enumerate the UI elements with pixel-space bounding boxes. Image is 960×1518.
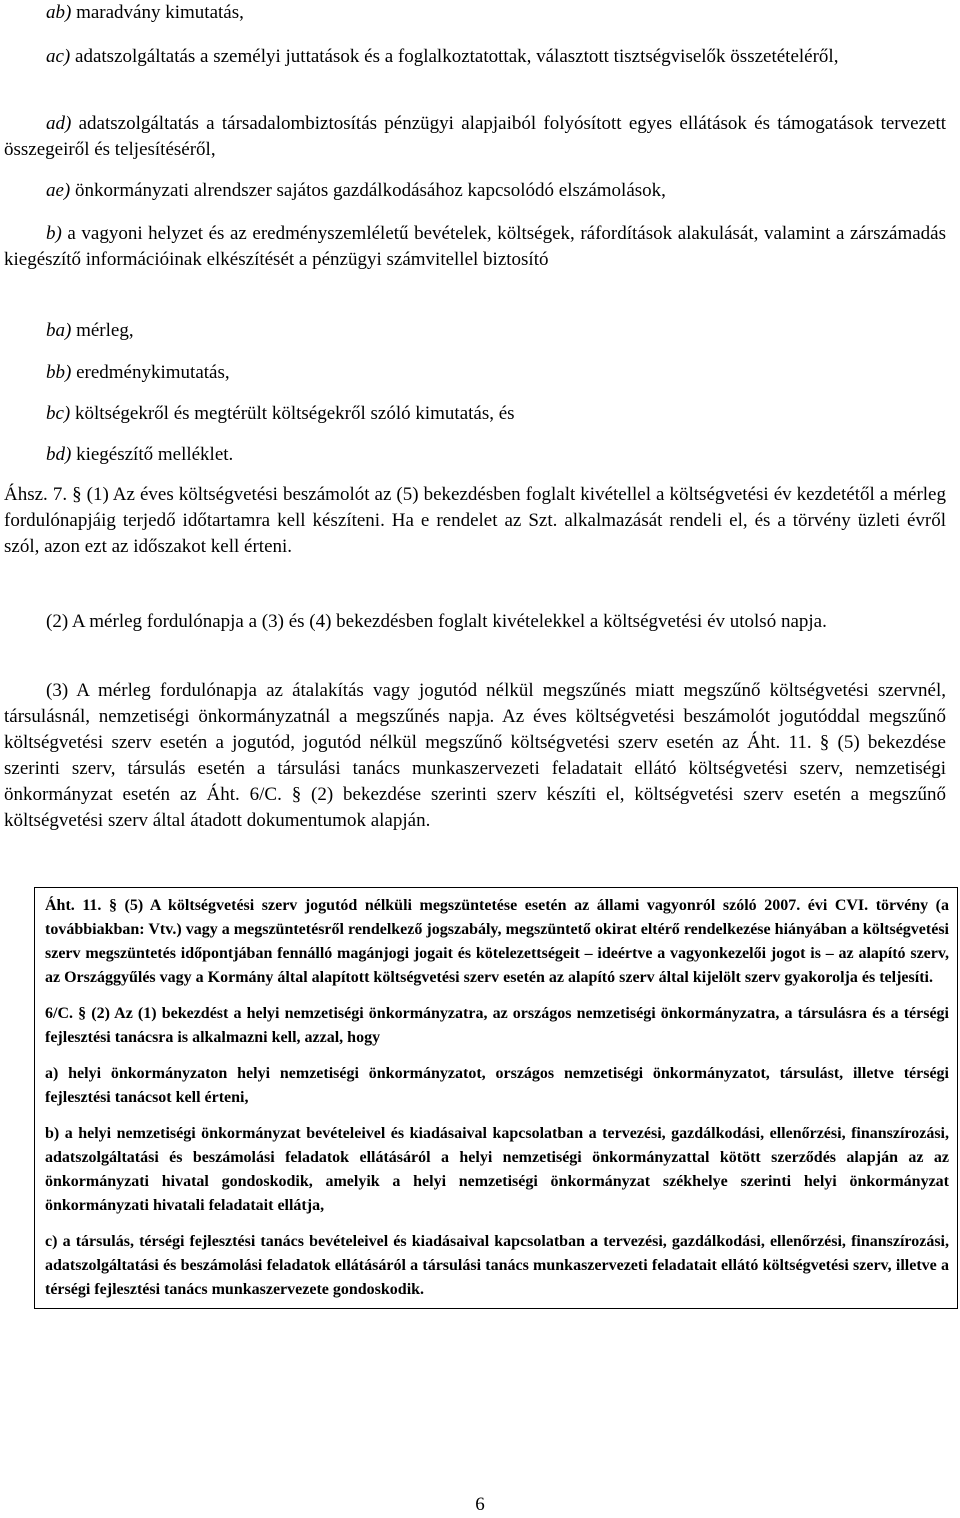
paragraph-ahsz-7-2: (2) A mérleg fordulónapja a (3) és (4) bekezdésben foglalt kivételekkel a költségvetési év utolsó napja. — [46, 611, 827, 632]
list-text: adatszolgáltatás a személyi juttatások és a foglalkoztatottak, választott tisztségviselők összetételéről, — [70, 46, 839, 67]
list-item-ae — [4, 178, 946, 204]
list-label: ad) — [46, 113, 72, 134]
list-text: kiegészítő melléklet. — [71, 444, 234, 465]
list-text: önkormányzati alrendszer sajátos gazdálkodásához kapcsolódó elszámolások, — [70, 180, 666, 201]
list-item-b — [4, 221, 946, 273]
list-item-ac — [4, 44, 946, 70]
list-label: ac) — [46, 46, 71, 67]
list-item-bd — [4, 442, 946, 468]
list-text: mérleg, — [71, 320, 134, 341]
quoted-law-box — [34, 887, 958, 1309]
list-label: ba) — [46, 320, 72, 341]
list-label: bc) — [46, 403, 71, 424]
box-paragraph-b: b) a helyi nemzetiségi önkormányzat bevételeivel és kiadásaival kapcsolatban a tervezési, gazdálkodási, ellenőrzési, finanszírozási, adatszolgáltatási és beszámolási feladatok ellátásáról a helyi nemzetiségi önkormányzattal kötött szerződés alapján az az önkormányzati hivatal gondoskodik, amelyik a helyi nemzetiségi önkormányzat székhelye szerinti helyi önkormányzat önkormányzati hivatali feladatait ellátja, — [45, 1125, 949, 1214]
box-paragraph-a: a) helyi önkormányzaton helyi nemzetiségi önkormányzatot, országos nemzetiségi önkormányzatot, társulást, illetve térségi fejlesztési tanácsot kell érteni, — [45, 1065, 949, 1106]
list-text: adatszolgáltatás a társadalombiztosítás pénzügyi alapjaiból folyósított egyes ellátások és támogatások tervezett összegeiről és teljesítéséről, — [4, 113, 946, 160]
list-text: eredménykimutatás, — [71, 362, 230, 383]
list-text: költségekről és megtérült költségekről szóló kimutatás, és — [70, 403, 515, 424]
list-text: a vagyoni helyzet és az eredményszemléletű bevételek, költségek, ráfordítások alakulását, valamint a zárszámadás kiegészítő információinak elkészítését a pénzügyi számvitellel biztosító — [4, 223, 946, 270]
page-number: 6 — [475, 1494, 485, 1515]
box-paragraph-c: c) a társulás, térségi fejlesztési tanács bevételeivel és kiadásaival kapcsolatban a tervezési, gazdálkodási, ellenőrzési, finanszírozási, adatszolgáltatási és beszámolási feladatok ellátásáról a társulási tanács munkaszervezeti feladatait ellátó költségvetési szerv, illetve a térségi fejlesztési tanács munkaszervezete gondoskodik. — [45, 1233, 949, 1298]
box-paragraph-aht-11-5: Áht. 11. § (5) A költségvetési szerv jogutód nélküli megszüntetése esetén az állami vagyonról szóló 2007. évi CVI. törvény (a továbbiakban: Vtv.) vagy a megszüntetésről rendelkező jogszabály, megszüntető okirat eltérő rendelkezése hiányában a költségvetési szerv megszüntetés időpontjában fennálló magánjogi jogait és kötelezettségeit – ideértve a vagyonkezelői jogot is – az alapító szerv, az Országgyűlés vagy a Kormány által alapított költségvetési szerv esetén az alapító szerv által kijelölt szerv gyakorolja és teljesíti. — [45, 897, 949, 986]
list-item-ba — [4, 318, 946, 344]
paragraph-ahsz-7-3: (3) A mérleg fordulónapja az átalakítás vagy jogutód nélkül megszűnés miatt megszűnő költségvetési szervnél, társulásnál, nemzetiségi önkormányzatnál a megszűnés napja. Az éves költségvetési beszámolót jogutóddal megszűnő költségvetési szerv esetén a jogutód, jogutód nélkül megszűnő költségvetési szerv esetén az Áht. 11. § (5) bekezdése szerinti szerv, társulás esetén a társulási tanács munkaszervezeti feladatait ellátó költségvetési szerv, nemzetiségi önkormányzat esetén az Áht. 6/C. § (2) bekezdése szerinti szerv készíti el, költségvetési szerv esetén a megszűnő költségvetési szerv által átadott dokumentumok alapján. — [4, 680, 946, 831]
list-label: ab) — [46, 2, 72, 23]
paragraph-ahsz-7-1: Áhsz. 7. § (1) Az éves költségvetési beszámolót az (5) bekezdésben foglalt kivétellel a költségvetési év kezdetétől a mérleg fordulónapjáig terjedő időtartamra kell készíteni. Ha e rendelet az Szt. alkalmazását rendeli el, és a törvény üzleti évről szól, azon ezt az időszakot kell érteni. — [4, 484, 946, 557]
list-label: bd) — [46, 444, 72, 465]
list-item-bc — [4, 401, 946, 427]
list-item-ad — [4, 111, 946, 163]
box-paragraph-aht-6c-2: 6/C. § (2) Az (1) bekezdést a helyi nemzetiségi önkormányzatra, az országos nemzetiségi önkormányzatra, a társulásra és a térségi fejlesztési tanácsra is alkalmazni kell, azzal, hogy — [45, 1005, 949, 1046]
list-label: bb) — [46, 362, 72, 383]
list-label: b) — [46, 223, 62, 244]
list-item-bb — [4, 360, 946, 386]
list-item-ab — [4, 0, 946, 26]
list-label: ae) — [46, 180, 71, 201]
list-text: maradvány kimutatás, — [71, 2, 244, 23]
